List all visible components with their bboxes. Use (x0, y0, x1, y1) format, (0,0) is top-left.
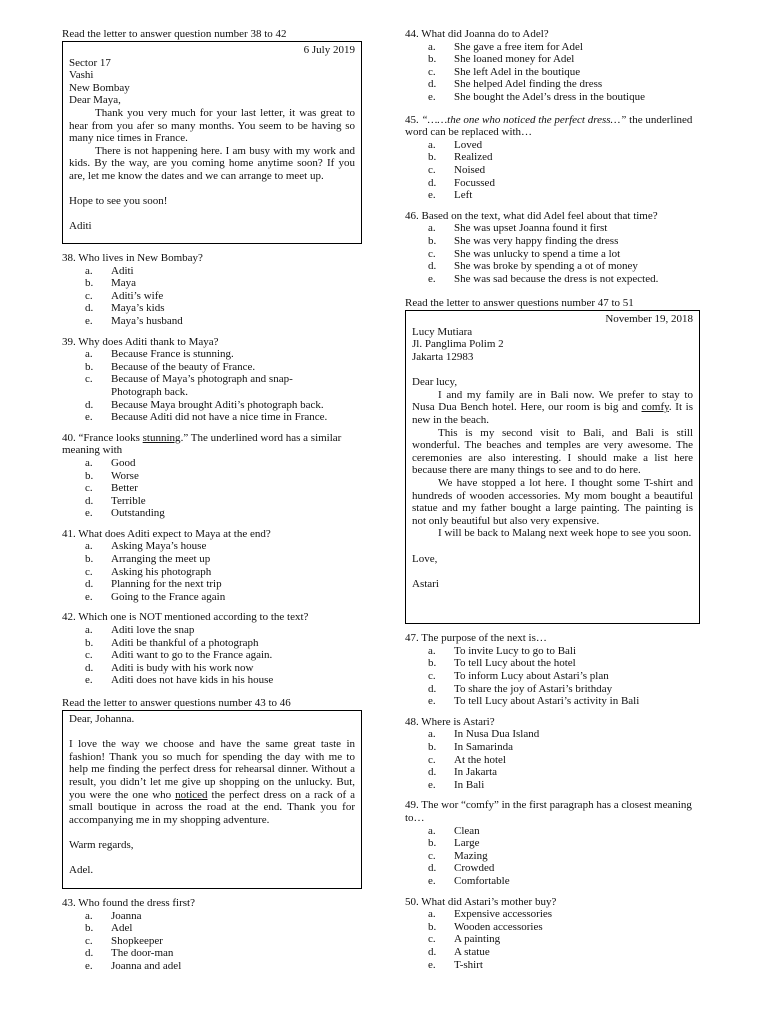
question-text: 49. The wor “comfy” in the first paragraph has a closest meaning to… (405, 799, 692, 824)
option-d[interactable]: d. She was broke by spending a ot of money (428, 260, 638, 273)
option-e[interactable]: e. Outstanding (85, 507, 165, 520)
option-c[interactable]: c. Noised (428, 163, 486, 176)
underlined-word: noticed (175, 788, 208, 801)
underlined-word: stunning (142, 431, 181, 444)
option-list (85, 624, 362, 687)
option-b[interactable]: b. Because of the beauty of France. (85, 360, 256, 373)
option-d[interactable]: d. Terrible (85, 494, 146, 507)
option-d[interactable]: d. Maya’s kids (85, 302, 165, 315)
option-b[interactable]: b. In Samarinda (428, 741, 513, 754)
option-b[interactable]: b. Aditi be thankful of a photograph (85, 636, 259, 649)
option-b[interactable]: b. She was very happy finding the dress (428, 234, 619, 247)
right-column (405, 28, 700, 971)
question-46 (405, 210, 700, 286)
option-e[interactable]: e. Joanna and adel (85, 959, 182, 972)
letter-paragraph: This is my second visit to Bali, and Bali is still wonderful. The beaches and temples are very awesome. The ceremonies are also interesting. I should make a list here because there are many things to see and to do here. (412, 426, 693, 477)
option-b[interactable]: b. Realized (428, 151, 493, 164)
option-list (428, 908, 700, 971)
letter-paragraph: I and my family are in Bali now. We prefer to stay to Nusa Dua Bench hotel. Here, our room is big and comfy. It is new in the beach. (412, 388, 694, 427)
address-line: Lucy Mutiara (412, 325, 473, 338)
question-text: 39. Why does Aditi thank to Maya? (62, 335, 219, 348)
option-e[interactable]: e. Going to the France again (85, 590, 226, 603)
option-e[interactable]: e. Maya’s husband (85, 314, 183, 327)
question-text: 48. Where is Astari? (405, 715, 495, 728)
option-list (85, 265, 362, 328)
option-c[interactable]: c. Mazing (428, 849, 488, 862)
option-d[interactable]: d. In Jakarta (428, 766, 498, 779)
letter-closing: Warm regards, (69, 838, 134, 851)
letter-signature: Aditi (69, 220, 92, 233)
option-list (428, 41, 700, 104)
instruction-47-51: Read the letter to answer questions number 47 to 51 (405, 297, 634, 310)
letter-aditi (62, 41, 362, 244)
option-d[interactable]: d. To share the joy of Astari’s brithday (428, 682, 613, 695)
letter-date: November 19, 2018 (605, 313, 693, 326)
option-list (85, 540, 362, 603)
option-d[interactable]: d. Planning for the next trip (85, 578, 222, 591)
question-text: 41. What does Aditi expect to Maya at the end? (62, 527, 271, 540)
option-d[interactable]: d. Crowded (428, 862, 495, 875)
option-c[interactable]: c. A painting (428, 933, 501, 946)
question-text: 45. “……the one who noticed the perfect dress…” the underlined word can be replaced with… (405, 113, 693, 139)
question-text: 43. Who found the dress first? (62, 897, 195, 909)
option-a[interactable]: a. Expensive accessories (428, 908, 553, 921)
question-text: 46. Based on the text, what did Adel feel about that time? (405, 209, 658, 222)
option-e[interactable]: e. Comfortable (428, 874, 510, 887)
option-d[interactable]: d. A statue (428, 945, 490, 958)
option-a[interactable]: a. To invite Lucy to go to Bali (428, 644, 577, 657)
question-49 (405, 799, 700, 887)
left-column (62, 28, 362, 973)
option-list (85, 910, 362, 973)
option-b[interactable]: b. Adel (85, 922, 133, 935)
address-line: Jakarta 12983 (412, 351, 474, 364)
option-list (428, 645, 700, 708)
option-b[interactable]: b. Maya (85, 277, 137, 290)
letter-greeting: Dear Maya, (69, 94, 121, 107)
option-a[interactable]: a. Aditi love the snap (85, 624, 195, 637)
option-c[interactable]: c. To inform Lucy about Astari’s plan (428, 670, 609, 683)
question-text: 42. Which one is NOT mentioned according to the text? (62, 611, 309, 624)
question-text: 38. Who lives in New Bombay? (62, 252, 203, 264)
letter-greeting: Dear, Johanna. (69, 713, 135, 725)
option-e[interactable]: e. She bought the Adel’s dress in the boutique (428, 90, 645, 103)
option-e[interactable]: e. T-shirt (428, 958, 483, 971)
option-e[interactable]: e. Because Aditi did not have a nice time in France. (85, 411, 328, 424)
option-c[interactable]: c. Aditi want to go to the France again. (85, 649, 273, 662)
letter-paragraph: I love the way we choose and have the same great taste in fashion! Thank you so much for spending the day with me to help me finding the perfect dress for rehearsal dinner. Without a result, you didn’t let me give up shopping on the unlucky. But, you were the one who noticed the perfect dress on a rack of a small boutique in across the road at the end. Thank you for accompanying me in my shopping adventure. (69, 738, 355, 826)
letter-paragraph: Thank you very much for your last letter, it was great to hear from you afer so many months. You seem to be having so many nice times in France. (69, 106, 355, 145)
option-b[interactable]: b. To tell Lucy about the hotel (428, 657, 576, 670)
question-44 (405, 28, 700, 104)
letter-closing: Love, (412, 552, 438, 565)
option-list (85, 348, 362, 424)
option-c[interactable]: c. Because of Maya’s photograph and snap- Photograph back. (85, 373, 293, 398)
question-42 (62, 611, 362, 687)
option-d[interactable]: d. The door-man (85, 947, 174, 960)
address-line: Vashi (69, 69, 94, 82)
option-d[interactable]: d. She helped Adel finding the dress (428, 78, 603, 91)
option-c[interactable]: c. Asking his photograph (85, 565, 212, 578)
underlined-word: comfy (641, 401, 669, 414)
option-d[interactable]: d. Focussed (428, 176, 495, 189)
question-47 (405, 632, 700, 708)
option-c[interactable]: c. Aditi’s wife (85, 289, 164, 302)
option-b[interactable]: b. Wooden accessories (428, 920, 543, 933)
option-d[interactable]: d. Aditi is budy with his work now (85, 661, 254, 674)
question-text: 40. “France looks stunning.” The underlined word has a similar meaning with (62, 431, 342, 457)
address-line: New Bombay (69, 81, 130, 94)
letter-date: 6 July 2019 (303, 44, 355, 56)
option-b[interactable]: b. Worse (85, 469, 139, 482)
option-c[interactable]: c. Shopkeeper (85, 934, 163, 947)
option-list (428, 825, 700, 888)
question-50 (405, 896, 700, 972)
option-a[interactable]: a. Clean (428, 824, 480, 837)
question-43 (62, 897, 362, 973)
option-b[interactable]: b. Large (428, 837, 480, 850)
address-line: Sector 17 (69, 56, 111, 69)
option-d[interactable]: d. Because Maya brought Aditi’s photograph back. (85, 398, 324, 411)
letter-greeting: Dear lucy, (412, 376, 458, 389)
question-text: 47. The purpose of the next is… (405, 632, 547, 645)
option-list (85, 457, 362, 520)
instruction-43-46: Read the letter to answer questions number 43 to 46 (62, 697, 291, 709)
question-38 (62, 252, 362, 328)
option-a[interactable]: a. She was upset Joanna found it first (428, 222, 608, 235)
option-a[interactable]: a. Good (85, 456, 136, 469)
option-a[interactable]: a. Joanna (85, 909, 142, 922)
option-e[interactable]: e. In Bali (428, 778, 485, 791)
option-a[interactable]: a. Because France is stunning. (85, 348, 234, 361)
letter-paragraph: I will be back to Malang next week hope to see you soon. (438, 527, 692, 540)
option-c[interactable]: c. She left Adel in the boutique (428, 65, 581, 78)
option-a[interactable]: a. Loved (428, 138, 483, 151)
option-e[interactable]: e. Left (428, 189, 473, 202)
letter-astari (405, 310, 700, 624)
option-a[interactable]: a. She gave a free item for Adel (428, 40, 583, 53)
option-c[interactable]: c. At the hotel (428, 753, 506, 766)
letter-adel (62, 710, 362, 889)
question-45 (405, 114, 700, 202)
letter-paragraph: We have stopped a lot here. I thought some T-shirt and hundreds of wooden accessories. My mom bought a beautiful statue and my father bought a large painting. The painting is not only beautiful but also very expensive. (412, 477, 693, 527)
question-48 (405, 716, 700, 792)
letter-closing: Hope to see you soon! (69, 195, 168, 208)
address-line: Jl. Panglima Polim 2 (412, 338, 504, 351)
question-text: 44. What did Joanna do to Adel? (405, 28, 549, 40)
option-list (428, 222, 700, 285)
question-40 (62, 432, 362, 520)
option-e[interactable]: e. Aditi does not have kids in his house (85, 674, 274, 687)
question-39 (62, 336, 362, 424)
option-a[interactable]: a. In Nusa Dua Island (428, 728, 540, 741)
option-b[interactable]: b. Arranging the meet up (85, 553, 211, 566)
letter-signature: Adel. (69, 864, 94, 877)
question-41 (62, 528, 362, 604)
option-b[interactable]: b. She loaned money for Adel (428, 53, 575, 66)
option-a[interactable]: a. Aditi (85, 264, 134, 277)
question-text: 50. What did Astari’s mother buy? (405, 895, 557, 908)
option-c[interactable]: c. She was unlucky to spend a time a lot (428, 247, 621, 260)
option-list (428, 728, 700, 791)
option-e[interactable]: e. She was sad because the dress is not expected. (428, 272, 659, 285)
instruction-38-42: Read the letter to answer question number 38 to 42 (62, 28, 287, 40)
option-a[interactable]: a. Asking Maya’s house (85, 540, 207, 553)
option-c[interactable]: c. Better (85, 482, 138, 495)
letter-signature: Astari (412, 577, 439, 590)
option-list (428, 139, 700, 202)
letter-paragraph: There is not happening here. I am busy with my work and kids. By the way, are you coming home anytime soon? If you are, let me know the dates and we can arrange to meet up. (69, 144, 355, 182)
option-e[interactable]: e. To tell Lucy about Astari’s activity in Bali (428, 695, 640, 708)
